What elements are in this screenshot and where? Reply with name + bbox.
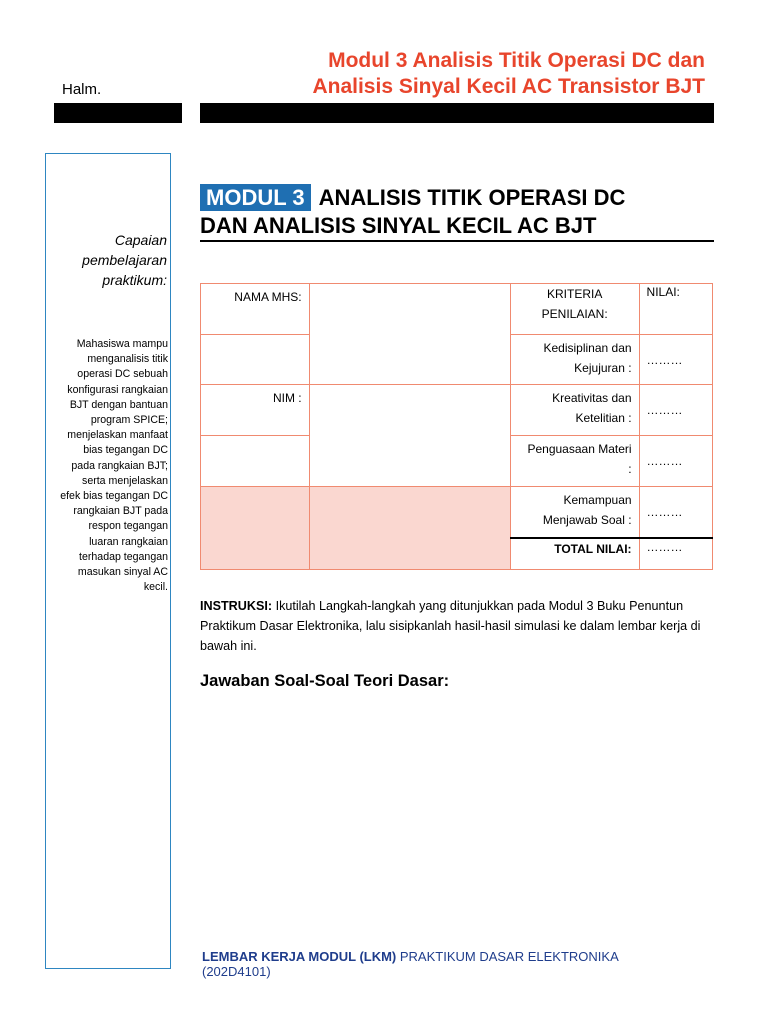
shaded-cell: [201, 487, 310, 570]
capaian-desc-line: konfigurasi rangkaian: [67, 383, 168, 396]
criteria-score[interactable]: ………: [639, 335, 712, 385]
criteria-score[interactable]: ………: [639, 385, 712, 436]
capaian-desc-line: pada rangkaian BJT;: [71, 459, 168, 472]
header-title-line1: Modul 3 Analisis Titik Operasi DC dan: [328, 49, 705, 72]
capaian-desc-line: menjelaskan manfaat: [67, 429, 168, 442]
capaian-desc-line: bias tegangan DC: [83, 444, 168, 457]
capaian-desc-line: operasi DC sebuah: [77, 368, 168, 381]
criteria-cell: [510, 436, 639, 487]
blank-cell: [201, 436, 310, 487]
kriteria-line2: PENILAIAN:: [541, 307, 608, 321]
nilai-label: NILAI:: [646, 285, 680, 299]
nama-input-cell[interactable]: [309, 284, 510, 385]
criteria-score[interactable]: ………: [639, 487, 712, 538]
module-title-line2: DAN ANALISIS SINYAL KECIL AC BJT: [200, 213, 597, 238]
page-number-label: Halm.: [62, 81, 102, 98]
nim-label: NIM :: [272, 391, 302, 405]
capaian-desc-line: Mahasiswa mampu: [76, 338, 168, 350]
capaian-desc-line: masukan sinyal AC: [77, 566, 168, 579]
footer-text: PRAKTIKUM DASAR ELEKTRONIKA: [396, 949, 619, 964]
criteria-line2: Ketelitian :: [575, 411, 632, 425]
grading-table: [200, 283, 713, 570]
capaian-desc-line: BJT dengan bantuan: [69, 398, 168, 411]
criteria-line2: :: [628, 462, 632, 476]
capaian-desc-line: serta menjelaskan: [82, 474, 168, 487]
page-header-title: [250, 48, 705, 100]
header-bar-right: [200, 103, 714, 123]
criteria-line1: Kreativitas dan: [552, 391, 632, 405]
capaian-desc-line: program SPICE;: [90, 414, 168, 427]
page-footer: [202, 949, 702, 979]
criteria-cell: [510, 385, 639, 436]
nama-label: NAMA MHS:: [234, 290, 302, 304]
capaian-line3: praktikum:: [102, 272, 167, 288]
module-badge: MODUL 3: [200, 184, 311, 211]
total-label-cell: [510, 538, 639, 570]
nama-label-cell: [201, 284, 310, 335]
blank-cell: [201, 335, 310, 385]
capaian-desc-line: menganalisis titik: [87, 353, 168, 366]
nim-label-cell: [201, 385, 310, 436]
capaian-description: [46, 337, 168, 595]
shaded-cell: [309, 487, 510, 570]
instructions-text: Ikutilah Langkah-langkah yang ditunjukkan pada Modul 3 Buku Penuntun Praktikum Dasar Elektronika, lalu sisipkanlah hasil-hasil simulasi ke dalam lembar kerja di bawah ini.: [200, 599, 701, 653]
kriteria-line1: KRITERIA: [547, 287, 603, 301]
section-heading: Jawaban Soal-Soal Teori Dasar:: [200, 672, 450, 690]
capaian-desc-line: terhadap tegangan: [79, 550, 168, 563]
capaian-line1: Capaian: [114, 232, 167, 248]
instructions-label: INSTRUKSI:: [200, 599, 273, 613]
criteria-cell: [510, 487, 639, 538]
criteria-line2: Menjawab Soal :: [542, 513, 632, 527]
title-underline: [200, 240, 714, 242]
module-title: [200, 183, 714, 239]
capaian-desc-line: respon tegangan: [88, 520, 168, 533]
criteria-line1: Kemampuan: [563, 493, 632, 507]
capaian-line2: pembelajaran: [82, 252, 167, 268]
header-bar-left: [54, 103, 182, 123]
criteria-score[interactable]: ………: [639, 436, 712, 487]
capaian-heading: [55, 230, 167, 290]
instructions: [200, 596, 714, 656]
capaian-desc-line: kecil.: [143, 581, 168, 594]
criteria-cell: [510, 335, 639, 385]
module-title-line1: ANALISIS TITIK OPERASI DC: [318, 184, 626, 210]
total-label: TOTAL NILAI:: [554, 541, 632, 556]
capaian-desc-line: luaran rangkaian: [89, 535, 168, 548]
footer-code: (202D4101): [202, 964, 271, 979]
criteria-line1: Kedisiplinan dan: [543, 341, 632, 355]
footer-bold-text: LEMBAR KERJA MODUL (LKM): [202, 949, 397, 964]
kriteria-header: [510, 284, 639, 335]
nim-input-cell[interactable]: [309, 385, 510, 487]
criteria-line2: Kejujuran :: [574, 361, 632, 375]
capaian-desc-line: efek bias tegangan DC: [60, 490, 168, 503]
capaian-desc-line: rangkaian BJT pada: [73, 505, 168, 518]
header-title-line2: Analisis Sinyal Kecil AC Transistor BJT: [312, 75, 705, 98]
nilai-header: [639, 284, 712, 335]
criteria-line1: Penguasaan Materi: [527, 442, 632, 456]
total-score[interactable]: ………: [639, 538, 712, 570]
